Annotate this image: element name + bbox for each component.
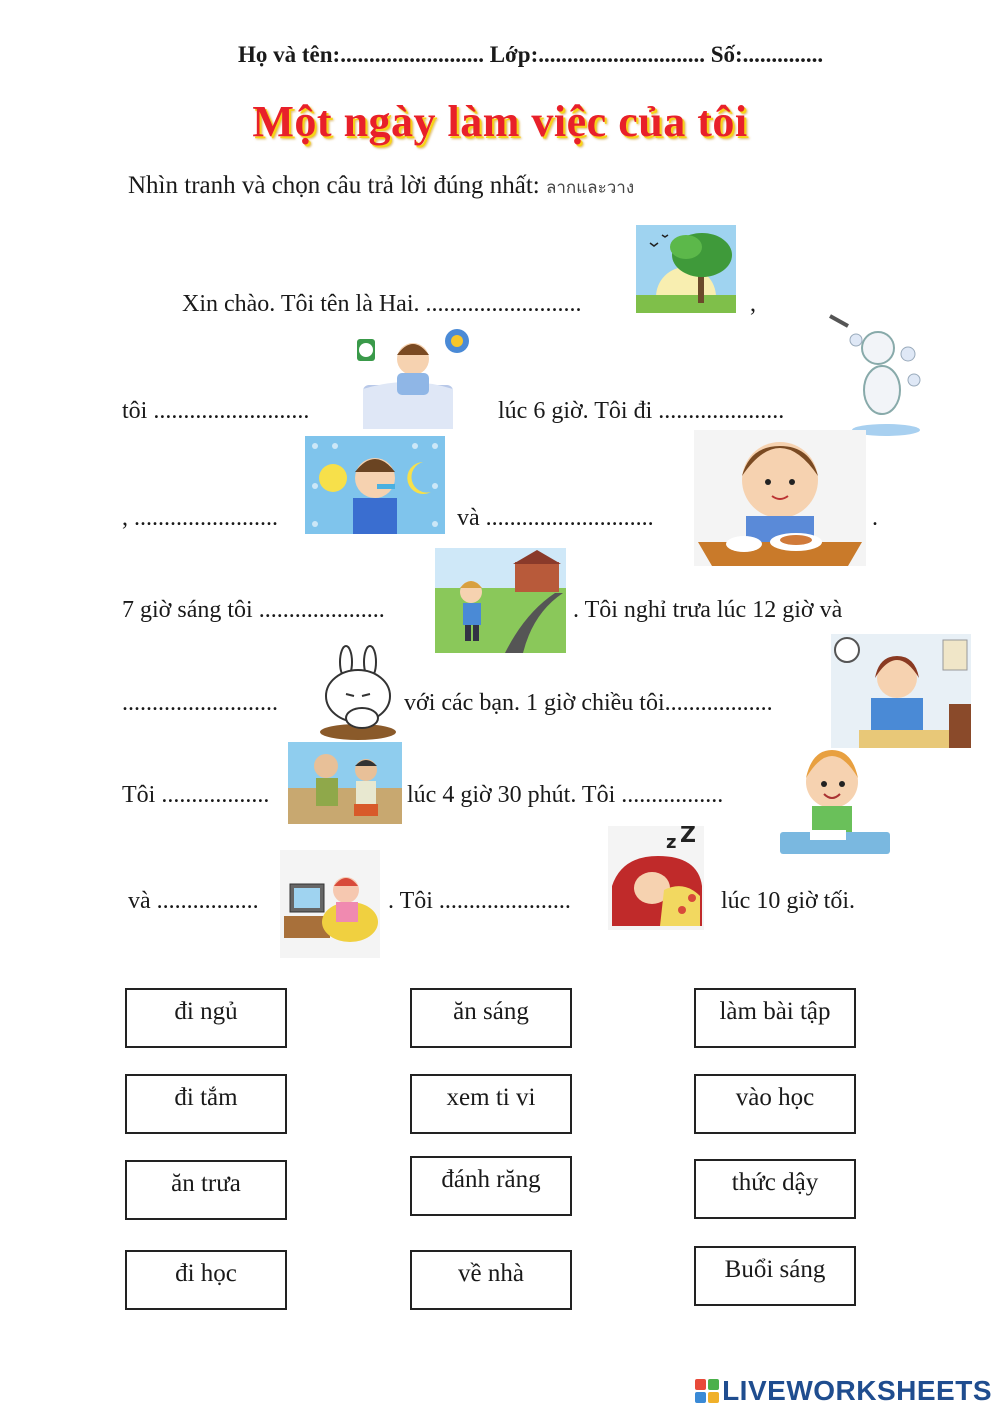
homework-icon xyxy=(776,746,894,858)
line1-text: Xin chào. Tôi tên là Hai. .......................... xyxy=(182,291,582,317)
choice-box[interactable]: thức dậy xyxy=(694,1159,856,1219)
line7-text-b: . Tôi ...................... xyxy=(388,888,571,914)
morning-landscape-icon xyxy=(636,225,736,313)
shower-icon xyxy=(826,310,934,438)
breakfast-icon xyxy=(694,430,866,566)
student-info-header: Họ và tên:......................... Lớp:............................. Số:.............. xyxy=(238,42,824,67)
choice-box[interactable]: đi ngủ xyxy=(125,988,287,1048)
line2-text-b: lúc 6 giờ. Tôi đi ..................... xyxy=(498,398,785,424)
liveworksheets-logo xyxy=(695,1375,992,1407)
going-to-school-icon xyxy=(435,548,566,653)
line3-text-a: , ........................ xyxy=(122,505,278,531)
liveworksheets-logo-icon xyxy=(695,1379,719,1403)
line7-text-c: lúc 10 giờ tối. xyxy=(721,888,856,914)
instruction-text: Nhìn tranh và chọn câu trả lời đúng nhất: xyxy=(128,172,540,199)
choice-box[interactable]: Buổi sáng xyxy=(694,1246,856,1306)
brand-name: LIVEWORKSHEETS xyxy=(722,1375,992,1406)
choice-box[interactable]: xem ti vi xyxy=(410,1074,572,1134)
brushing-teeth-icon xyxy=(305,436,445,534)
line1-comma: , xyxy=(750,291,756,317)
choice-box[interactable]: đi học xyxy=(125,1250,287,1310)
line2-text-a: tôi .......................... xyxy=(122,398,310,424)
choice-box[interactable]: ăn sáng xyxy=(410,988,572,1048)
instruction xyxy=(128,172,634,201)
studying-icon xyxy=(831,634,971,748)
watching-tv-icon xyxy=(280,850,380,958)
choice-box[interactable]: đánh răng xyxy=(410,1156,572,1216)
sleeping-icon xyxy=(608,826,704,930)
choice-box[interactable]: vào học xyxy=(694,1074,856,1134)
line7-text-a: và ................. xyxy=(128,888,259,914)
line4-text-a: 7 giờ sáng tôi ..................... xyxy=(122,597,385,623)
choice-box[interactable]: về nhà xyxy=(410,1250,572,1310)
svg-text:Z: Z xyxy=(680,826,696,848)
choice-box[interactable]: ăn trưa xyxy=(125,1160,287,1220)
instruction-hint: ลากและวาง xyxy=(545,178,635,198)
svg-text:z: z xyxy=(666,832,677,853)
choice-box[interactable]: làm bài tập xyxy=(694,988,856,1048)
eating-lunch-icon xyxy=(316,644,400,742)
line5-text-a: .......................... xyxy=(122,690,278,716)
line5-text-b: với các bạn. 1 giờ chiều tôi.................. xyxy=(404,690,773,716)
line3-text-b: và ............................ xyxy=(457,505,654,531)
line6-text-b: lúc 4 giờ 30 phút. Tôi ................. xyxy=(407,782,724,808)
line4-text-b: . Tôi nghỉ trưa lúc 12 giờ và xyxy=(573,597,843,623)
waking-up-icon xyxy=(353,325,473,431)
page-title: Một ngày làm việc của tôi xyxy=(252,97,748,146)
choice-box[interactable]: đi tắm xyxy=(125,1074,287,1134)
going-home-icon xyxy=(288,742,402,824)
line3-period: . xyxy=(872,505,878,531)
line6-text-a: Tôi .................. xyxy=(122,782,270,808)
